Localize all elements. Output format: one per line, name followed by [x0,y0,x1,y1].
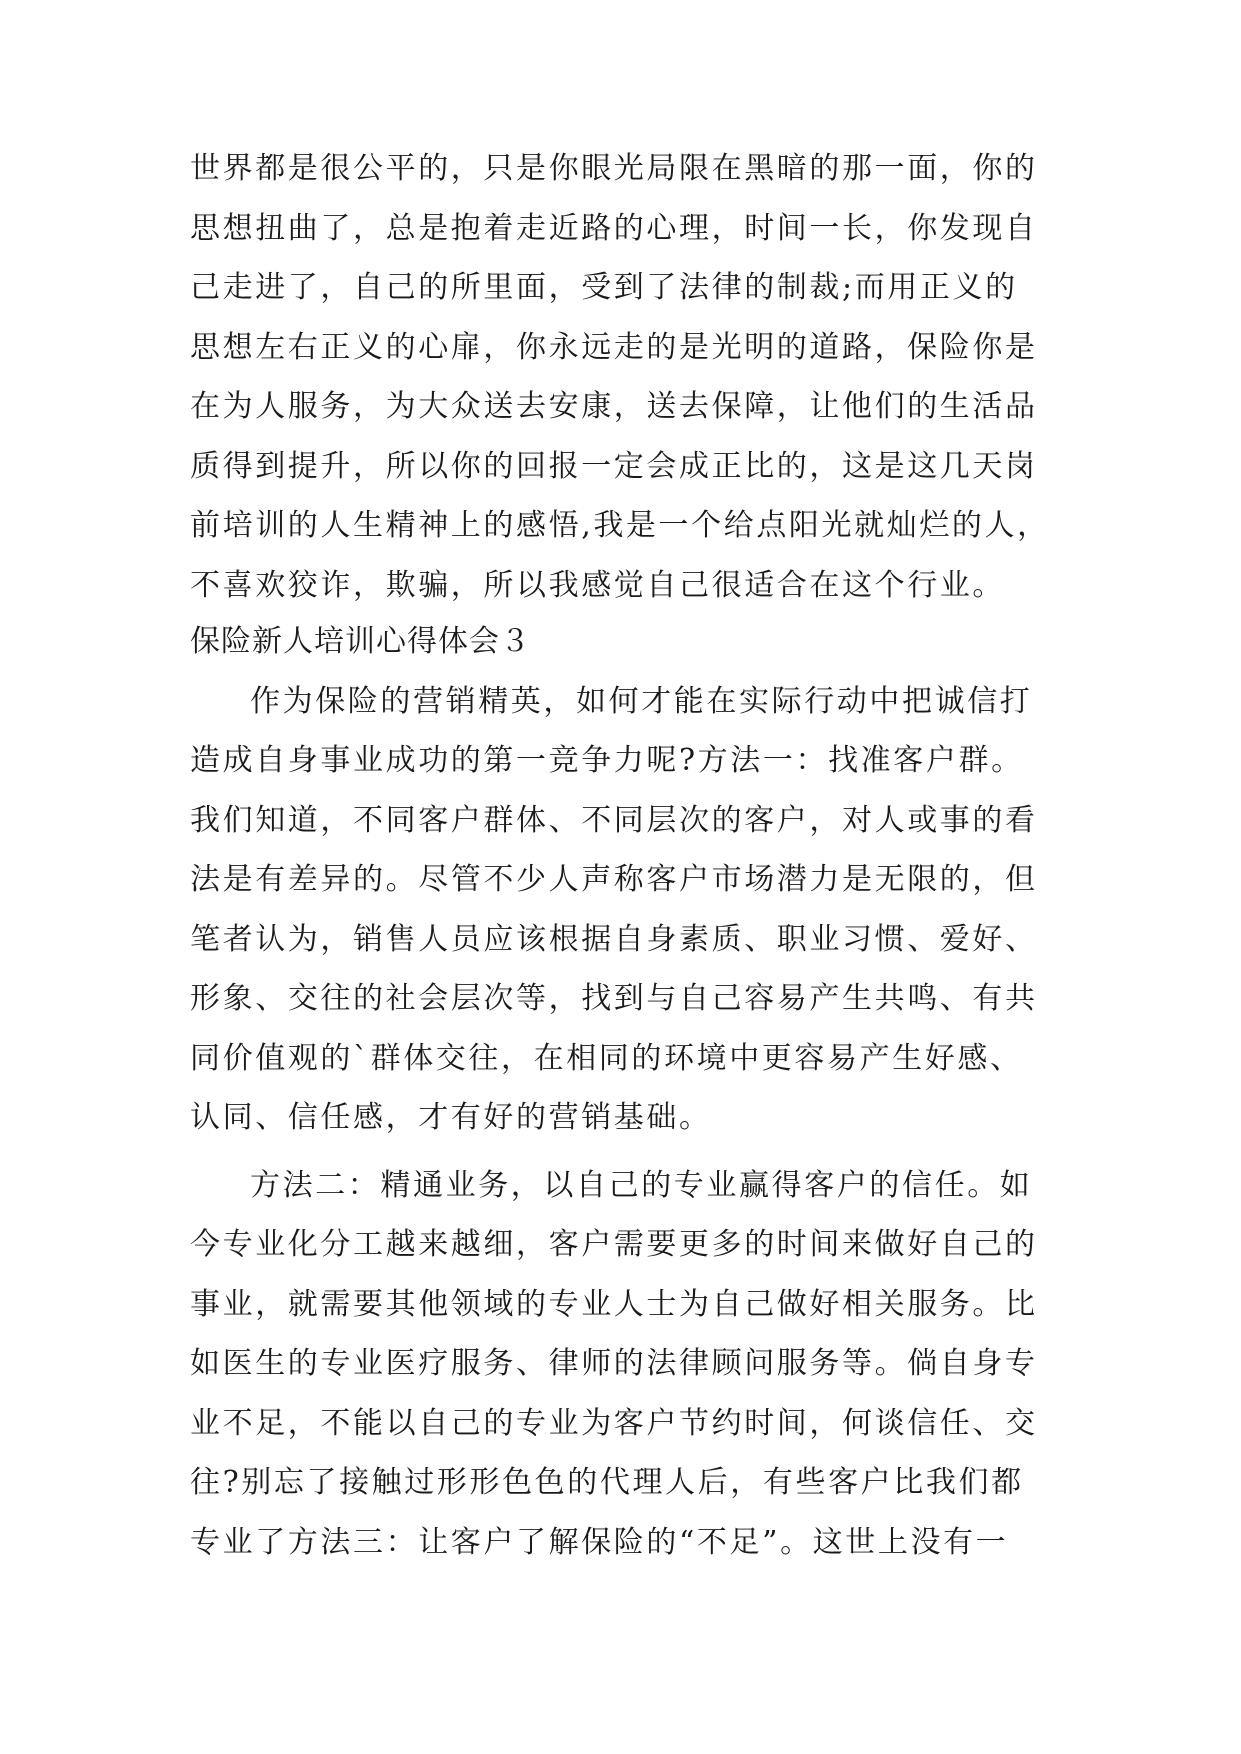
body-text-line: 思想扭曲了，总是抱着走近路的心理，时间一长，你发现自 [190,211,1038,246]
body-text-line: 不喜欢狡诈，欺骗，所以我感觉自己很适合在这个行业。 [190,568,1005,603]
body-text-line: 如医生的专业医疗服务、律师的法律顾问服务等。倘自身专 [190,1346,1038,1381]
body-text-line: 在为人服务，为大众送去安康，送去保障，让他们的生活品 [190,389,1038,424]
body-text-line: 前培训的人生精神上的感悟,我是一个给点阳光就灿烂的人， [190,508,1050,543]
body-text-line: 笔者认为，销售人员应该根据自身素质、职业习惯、爱好、 [190,922,1038,957]
body-text-line: 我们知道，不同客户群体、不同层次的客户，对人或事的看 [190,803,1038,838]
body-text-line: 方法二：精通业务，以自己的专业赢得客户的信任。如 [250,1168,1033,1203]
body-text-line: 思想左右正义的心扉，你永远走的是光明的道路，保险你是 [190,330,1038,365]
body-text-line: 作为保险的营销精英，如何才能在实际行动中把诚信打 [250,684,1033,719]
section-heading: 保险新人培训心得体会３ [190,624,531,659]
body-text-line: 今专业化分工越来越细，客户需要更多的时间来做好自己的 [190,1227,1038,1262]
body-text-line: 认同、信任感，才有好的营销基础。 [190,1100,712,1135]
body-text-line: 专业了方法三：让客户了解保险的“不足”。这世上没有一 [190,1525,1009,1560]
body-text-line: 同价值观的`群体交往，在相同的环境中更容易产生好感、 [190,1041,1023,1076]
body-text-line: 事业，就需要其他领域的专业人士为自己做好相关服务。比 [190,1287,1038,1322]
body-text-line: 业不足，不能以自己的专业为客户节约时间，何谈信任、交 [190,1406,1038,1441]
body-text-line: 造成自身事业成功的第一竞争力呢?方法一：找准客户群。 [190,743,1024,778]
body-text-line: 形象、交往的社会层次等，找到与自己容易产生共鸣、有共 [190,981,1038,1016]
body-text-line: 世界都是很公平的，只是你眼光局限在黑暗的那一面，你的 [190,151,1038,186]
body-text-line: 法是有差异的。尽管不少人声称客户市场潜力是无限的，但 [190,862,1038,897]
body-text-line: 己走进了，自己的所里面，受到了法律的制裁;而用正义的 [190,270,1018,305]
body-text-line: 质得到提升，所以你的回报一定会成正比的，这是这几天岗 [190,449,1038,484]
body-text-line: 往?别忘了接触过形形色色的代理人后，有些客户比我们都 [190,1465,1024,1500]
